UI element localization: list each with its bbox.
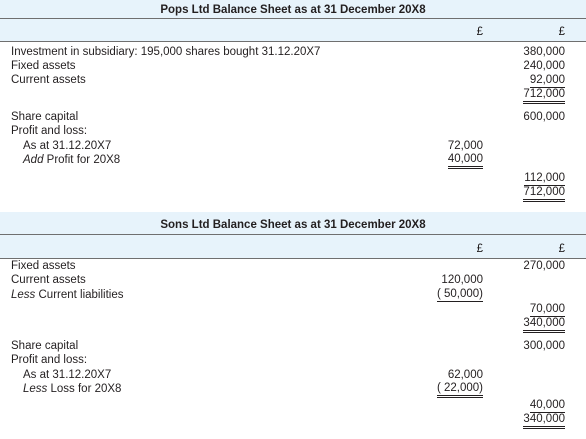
sons-total-assets: 340,000 [523, 317, 565, 333]
sons-currency-col1: £ [476, 243, 483, 255]
sons-profit-loss-label: Profit and loss: [11, 354, 88, 366]
pops-share-capital-label: Share capital [11, 111, 79, 123]
sons-less-current-liabilities-value: ( 50,000) [436, 288, 483, 300]
pops-add-label-rest: Profit for 20X8 [43, 154, 121, 166]
pops-add-word: Add [23, 154, 44, 166]
pops-fixed-assets-value: 240,000 [523, 60, 565, 72]
pops-profit-loss-label: Profit and loss: [11, 125, 88, 137]
pops-as-at-label: As at 31.12.20X7 [23, 140, 112, 152]
sons-title: Sons Ltd Balance Sheet as at 31 December 20X8 [160, 219, 426, 231]
pops-currency-col1: £ [476, 26, 483, 38]
sons-currency-col2: £ [558, 243, 565, 255]
pops-share-capital-value: 600,000 [523, 111, 565, 123]
sons-less-loss-label [23, 382, 121, 396]
pops-total-liabilities: 712,000 [523, 186, 565, 202]
sons-net-current: 70,000 [529, 303, 565, 315]
sons-header-rule [0, 258, 586, 259]
sons-less2-label-rest: Loss for 20X8 [47, 383, 122, 395]
pops-as-at-value: 72,000 [447, 140, 483, 152]
pops-current-assets-value: 92,000 [529, 74, 565, 86]
sons-as-at-value: 62,000 [447, 369, 483, 381]
pops-total-assets: 712,000 [523, 88, 565, 104]
sons-as-at-label: As at 31.12.20X7 [23, 369, 112, 381]
pops-profit-total: 112,000 [524, 172, 565, 184]
pops-currency-col2: £ [558, 26, 565, 38]
sons-current-assets-label: Current assets [11, 274, 86, 286]
pops-investment-value: 380,000 [523, 46, 565, 58]
sons-less2-word: Less [23, 383, 48, 395]
sons-total-liabilities: 340,000 [523, 413, 565, 429]
sons-fixed-assets-value: 270,000 [523, 260, 565, 272]
pops-add-profit-value: 40,000 [448, 153, 483, 169]
pops-current-assets-label: Current assets [11, 74, 86, 86]
sons-less-label-rest: Current liabilities [35, 289, 124, 301]
sons-current-assets-value: 120,000 [441, 274, 483, 286]
sons-less-loss-value: ( 22,000) [437, 382, 483, 398]
sons-less-current-liabilities-label [11, 288, 124, 302]
sons-share-capital-value: 300,000 [523, 340, 565, 352]
sons-less-word: Less [11, 289, 36, 301]
sons-header-band [0, 235, 586, 258]
sons-share-capital-label: Share capital [11, 340, 79, 352]
sons-profit-total: 40,000 [529, 399, 565, 411]
pops-title: Pops Ltd Balance Sheet as at 31 December 20X8 [160, 4, 426, 16]
pops-add-profit-label [23, 153, 120, 167]
sons-fixed-assets-label: Fixed assets [11, 260, 76, 272]
pops-fixed-assets-label: Fixed assets [11, 60, 76, 72]
pops-header-band [0, 19, 586, 41]
pops-investment-label: Investment in subsidiary: 195,000 shares bought 31.12.20X7 [11, 46, 321, 58]
pops-header-rule [0, 41, 586, 42]
